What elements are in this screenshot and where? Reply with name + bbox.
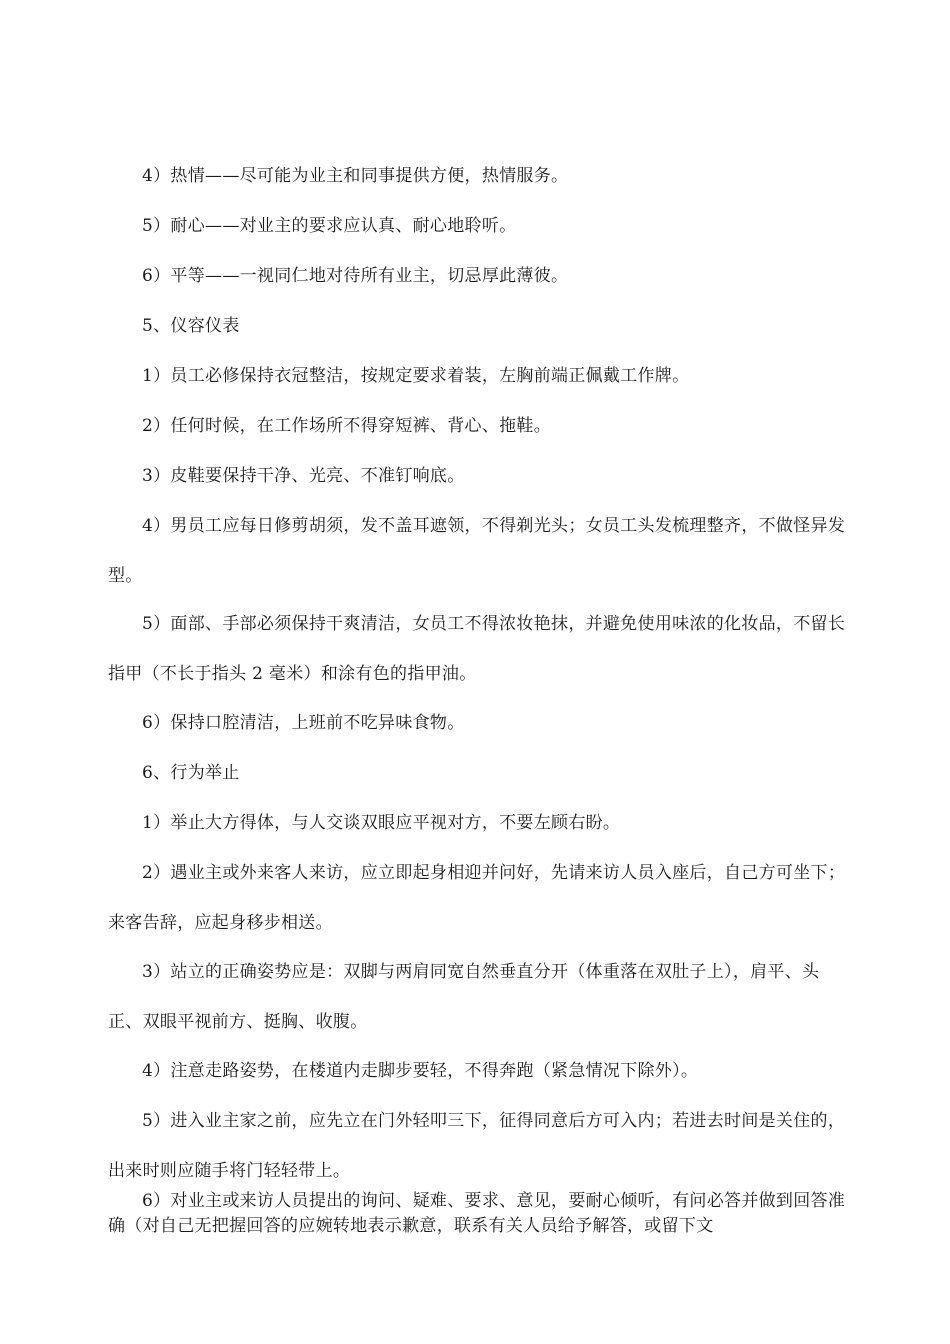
paragraph-demeanor: 1）举止大方得体，与人交谈双眼应平视对方，不要左顾右盼。 xyxy=(142,813,621,833)
paragraph-attire: 2）任何时候，在工作场所不得穿短裤、背心、拖鞋。 xyxy=(142,416,552,436)
paragraph-uniform: 1）员工必修保持衣冠整洁，按规定要求着装，左胸前端正佩戴工作牌。 xyxy=(142,366,690,386)
paragraph-standing-posture: 3）站立的正确姿势应是：双脚与两肩同宽自然垂直分开（体重落在双肚子上），肩平、头正、双眼平视前方、挺胸、收腹。 xyxy=(108,962,820,1032)
paragraph-shoes: 3）皮鞋要保持干净、光亮、不准钉响底。 xyxy=(142,466,465,486)
section-heading-behavior: 6、行为举止 xyxy=(142,763,240,783)
paragraph-greeting-visitors: 2）遇业主或外来客人来访，应立即起身相迎并问好，先请来访人员入座后，自己方可坐下；来客告辞，应起身移步相送。 xyxy=(108,863,846,933)
paragraph-face-hands: 5）面部、手部必须保持干爽清洁，女员工不得浓妆艳抹，并避免使用味浓的化妆品，不留长指甲（不长于指头 2 毫米）和涂有色的指甲油。 xyxy=(108,614,846,684)
paragraph-equality: 6）平等——一视同仁地对待所有业主，切忌厚此薄彼。 xyxy=(142,266,569,286)
paragraph-grooming: 4）男员工应每日修剪胡须，发不盖耳遮领，不得剃光头；女员工头发梳理整齐，不做怪异发型。 xyxy=(108,516,846,586)
paragraph-patience: 5）耐心——对业主的要求应认真、耐心地聆听。 xyxy=(142,216,517,236)
paragraph-oral-hygiene: 6）保持口腔清洁，上班前不吃异味食物。 xyxy=(142,713,465,733)
section-heading-appearance: 5、仪容仪表 xyxy=(142,316,240,336)
paragraph-entering-home: 5）进入业主家之前，应先立在门外轻叩三下，征得同意后方可入内；若进去时间是关住的，出来时则应随手将门轻轻带上。 xyxy=(108,1111,846,1181)
paragraph-inquiries: 6）对业主或来访人员提出的询问、疑难、要求、意见，要耐心倾听，有问必答并做到回答准确（对自己无把握回答的应婉转地表示歉意，联系有关人员给予解答，或留下文 xyxy=(108,1191,846,1236)
paragraph-walking: 4）注意走路姿势，在楼道内走脚步要轻，不得奔跑（紧急情况下除外）。 xyxy=(142,1061,699,1081)
paragraph-enthusiasm: 4）热情——尽可能为业主和同事提供方便，热情服务。 xyxy=(142,166,569,186)
